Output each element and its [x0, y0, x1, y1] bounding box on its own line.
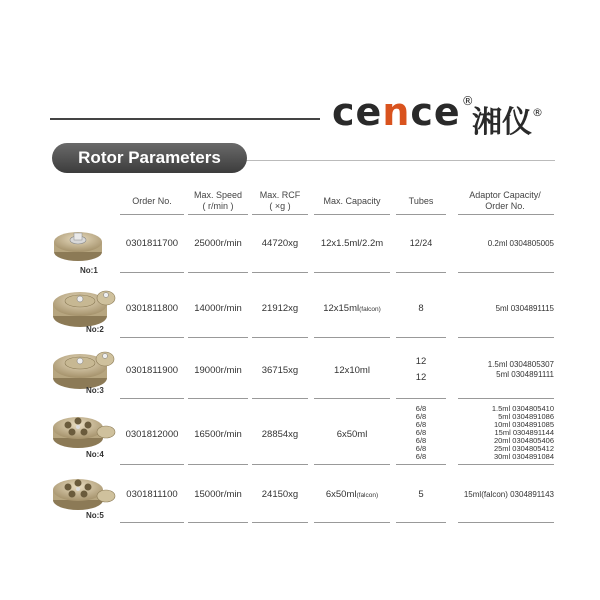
- row-line: [120, 522, 184, 523]
- cell-tubes: 8: [418, 303, 424, 314]
- header-max-rcf: Max. RCF ( ×g ): [259, 190, 301, 211]
- cell-adaptor: 15ml(falcon) 0304891143: [463, 490, 554, 499]
- row-line: [396, 522, 446, 523]
- cell-speed: 19000r/min: [194, 365, 242, 376]
- adaptor-item: 20ml 0304805406: [493, 436, 554, 445]
- row-line: [120, 272, 184, 273]
- rotor-label: No:4: [86, 450, 104, 459]
- tubes-item: 6/8: [415, 420, 427, 429]
- rotor-image-1: [48, 222, 108, 274]
- row-line: [396, 464, 446, 465]
- header-underline: [314, 214, 390, 215]
- cell-speed: 15000r/min: [194, 489, 242, 500]
- header-adaptor: Adaptor Capacity/ Order No.: [469, 190, 541, 211]
- cell-adaptor: 1.5ml 0304805307: [487, 360, 554, 369]
- cell-adaptor: 5ml 0304891111: [496, 370, 554, 379]
- rotor-label: No:2: [86, 325, 104, 334]
- tubes-item: 6/8: [415, 404, 427, 413]
- adaptor-item: 1.5ml 0304805410: [491, 404, 554, 413]
- cell-order-no: 0301812000: [125, 429, 179, 440]
- cell-speed: 25000r/min: [194, 238, 242, 249]
- cell-capacity: 6x50ml: [336, 429, 368, 440]
- header-underline: [188, 214, 248, 215]
- cell-order-no: 0301811100: [126, 489, 178, 500]
- cell-rcf: 44720xg: [261, 238, 299, 249]
- cell-rcf: 21912xg: [261, 303, 299, 314]
- cell-rcf: 28854xg: [261, 429, 299, 440]
- row-line: [188, 398, 248, 399]
- cell-tubes-list: [396, 405, 446, 461]
- row-line: [188, 272, 248, 273]
- brand-logo: cence®: [332, 90, 475, 134]
- row-line: [396, 337, 446, 338]
- header-underline: [120, 214, 184, 215]
- header-rule: [50, 118, 320, 120]
- row-line: [252, 272, 308, 273]
- row-line: [314, 398, 390, 399]
- adaptor-item: 5ml 0304891086: [498, 412, 554, 421]
- cell-rcf: 36715xg: [261, 365, 299, 376]
- cell-order-no: 0301811900: [125, 365, 179, 376]
- tubes-item: 6/8: [415, 436, 427, 445]
- row-line: [314, 337, 390, 338]
- cell-adaptor: 0.2ml 0304805005: [487, 239, 554, 248]
- cell-order-no: 0301811800: [125, 303, 179, 314]
- row-line: [120, 398, 184, 399]
- tubes-item: 6/8: [415, 412, 427, 421]
- header-underline: [458, 214, 554, 215]
- row-line: [458, 337, 554, 338]
- cell-capacity: 12x15ml(falcon): [323, 303, 381, 314]
- row-line: [458, 464, 554, 465]
- header-tubes: Tubes: [408, 196, 434, 206]
- cell-order-no: 0301811700: [125, 238, 179, 249]
- rotor-label: No:5: [86, 511, 104, 520]
- row-line: [252, 522, 308, 523]
- cell-rcf: 24150xg: [261, 489, 299, 500]
- cell-tubes: 12: [415, 372, 427, 383]
- brand-logo-chinese: 湘仪®: [472, 105, 543, 140]
- row-line: [188, 522, 248, 523]
- cell-speed: 14000r/min: [194, 303, 242, 314]
- adaptor-item: 15ml 0304891144: [494, 428, 554, 437]
- cell-adaptor-list: [458, 405, 554, 461]
- row-line: [120, 464, 184, 465]
- header-underline: [396, 214, 446, 215]
- row-line: [188, 337, 248, 338]
- cell-capacity: 6x50ml(falcon): [325, 489, 379, 500]
- row-line: [314, 522, 390, 523]
- page-title: Rotor Parameters: [52, 143, 247, 173]
- rotor-image-3: [48, 344, 118, 400]
- adaptor-item: 10ml 0304891085: [493, 420, 554, 429]
- cell-capacity: 12x10ml: [334, 365, 370, 376]
- rotor-label: No:1: [80, 266, 98, 275]
- row-line: [314, 272, 390, 273]
- rotor-label: No:3: [86, 386, 104, 395]
- row-line: [120, 337, 184, 338]
- row-line: [252, 398, 308, 399]
- header-max-speed: Max. Speed ( r/min ): [193, 190, 243, 211]
- row-line: [396, 398, 446, 399]
- row-line: [188, 464, 248, 465]
- header-underline: [252, 214, 308, 215]
- header-order-no: Order No.: [132, 196, 172, 206]
- tubes-item: 6/8: [415, 452, 427, 461]
- cell-tubes: 5: [418, 489, 424, 500]
- rotor-image-4: [48, 408, 118, 460]
- adaptor-item: 25ml 0304805412: [493, 444, 554, 453]
- cell-tubes: 12/24: [409, 238, 433, 248]
- header-max-capacity: Max. Capacity: [323, 196, 381, 206]
- row-line: [314, 464, 390, 465]
- tubes-item: 6/8: [415, 444, 427, 453]
- rotor-image-2: [48, 280, 118, 338]
- adaptor-item: 30ml 0304891084: [493, 452, 554, 461]
- cell-tubes: 12: [415, 356, 427, 367]
- row-line: [458, 522, 554, 523]
- cell-speed: 16500r/min: [194, 429, 242, 440]
- row-line: [458, 272, 554, 273]
- row-line: [252, 337, 308, 338]
- cell-capacity: 12x1.5ml/2.2m: [320, 238, 384, 249]
- tubes-item: 6/8: [415, 428, 427, 437]
- row-line: [396, 272, 446, 273]
- row-line: [252, 464, 308, 465]
- row-line: [458, 398, 554, 399]
- rotor-image-5: [48, 470, 118, 522]
- cell-adaptor: 5ml 0304891115: [495, 304, 554, 313]
